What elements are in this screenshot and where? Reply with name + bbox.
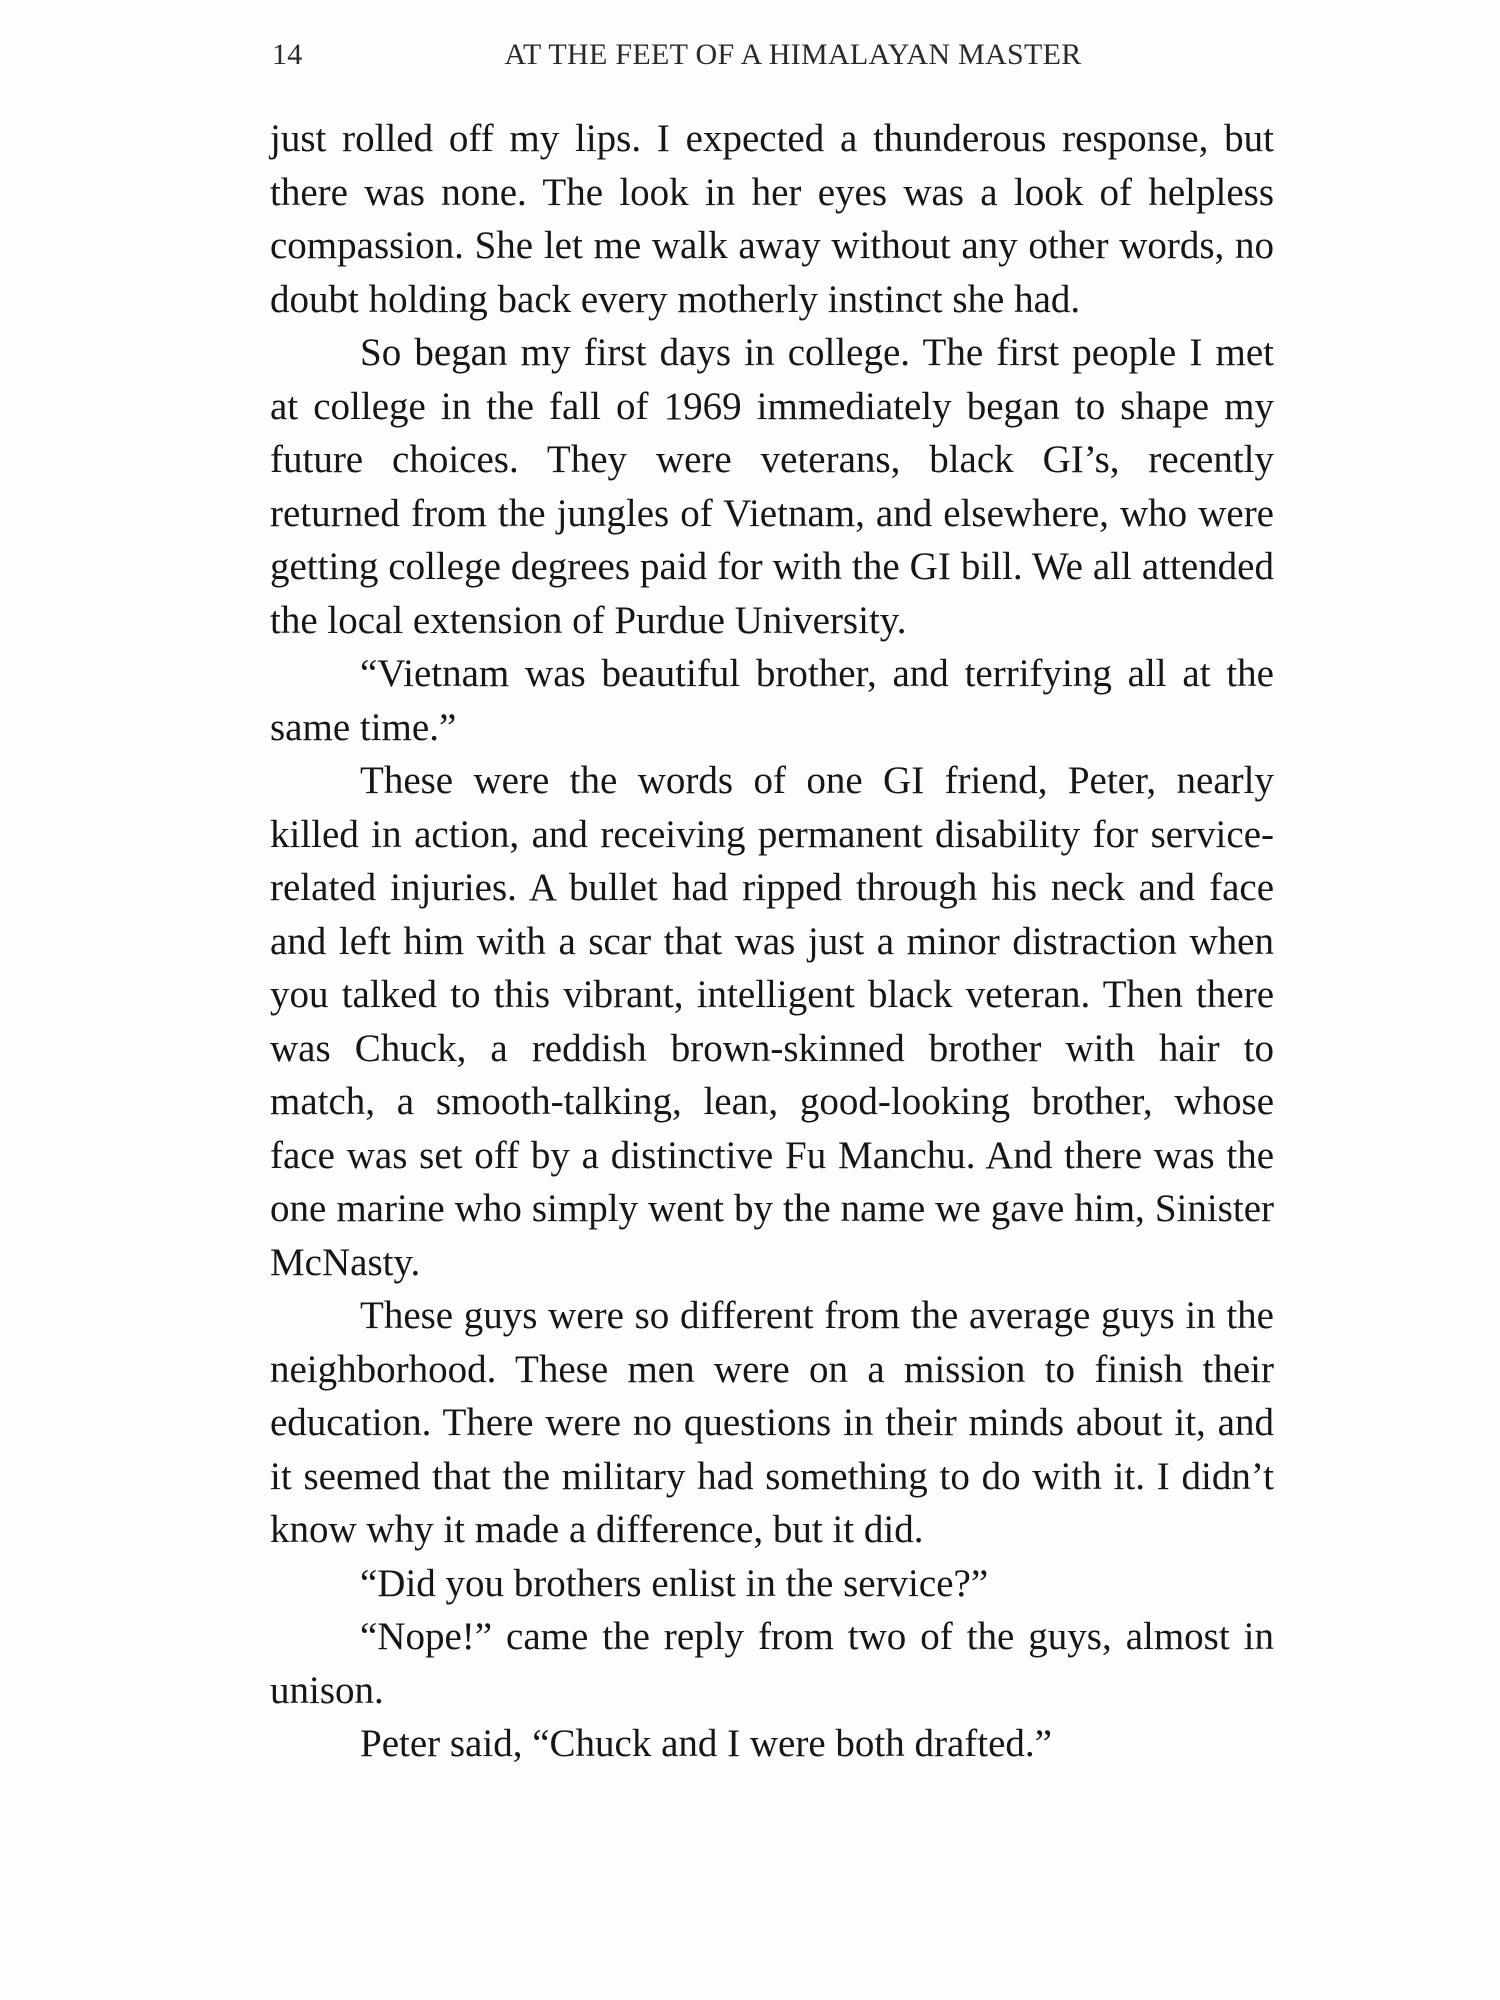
paragraph: These guys were so different from the average guys in the neighborhood. These men were on a mission to finish their education. There were no questions in their minds about it, and it seemed that the military had something to do with it. I didn’t know why it made a difference, but it did. (270, 1294, 1274, 1551)
paragraph-quote: Peter said, “Chuck and I were both drafted.” (360, 1722, 1052, 1765)
paragraph: These were the words of one GI friend, Peter, nearly killed in action, and receiving permanent disability for service-related injuries. A bullet had ripped through his neck and face and left him with a scar that was just a minor distraction when you talked to this vibrant, intelligent black veteran. Then there was Chuck, a reddish brown-skinned brother with hair to match, a smooth-talking, lean, good-looking brother, whose face was set off by a distinctive Fu Manchu. And there was the one marine who simply went by the name we gave him, Sinister McNasty. (270, 759, 1274, 1284)
paragraph: So began my first days in college. The first people I met at college in the fall of 1969 immediately began to shape my future choices. They were veterans, black GI’s, recently returned from the jungles of Vietnam, and elsewhere, who were getting college degrees paid for with the GI bill. We all attended the local extension of Purdue University. (270, 331, 1274, 642)
paragraph-quote: “Nope!” came the reply from two of the guys, almost in unison. (270, 1615, 1274, 1712)
body-text (270, 112, 1274, 1771)
paragraph-continued: just rolled off my lips. I expected a thunderous response, but there was none. The look in her eyes was a look of helpless compassion. She let me walk away without any other words, no doubt holding back every motherly instinct she had. (270, 117, 1274, 321)
running-title: AT THE FEET OF A HIMALAYAN MASTER (504, 38, 1082, 71)
running-head (272, 38, 1274, 78)
paragraph-quote: “Did you brothers enlist in the service?” (360, 1561, 989, 1605)
paragraph-quote: “Vietnam was beautiful brother, and terrifying all at the same time.” (270, 652, 1274, 749)
page-number: 14 (272, 38, 303, 71)
